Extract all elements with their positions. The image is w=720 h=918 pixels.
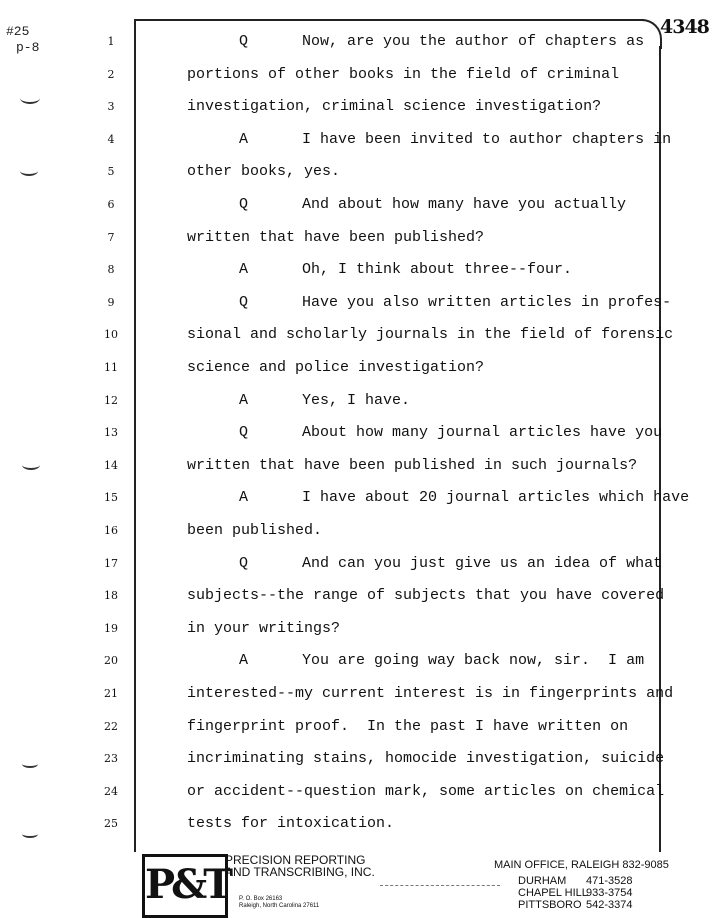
transcript-line [0,128,720,152]
transcript-line [0,323,720,347]
line-text: written that have been published in such journals? [187,456,638,474]
line-text: interested--my current interest is in fingerprints and [187,685,674,702]
line-text: A I have about 20 journal articles which have [239,489,690,507]
office-phone: 471-3528 [586,875,633,887]
line-text: Q And about how many have you actually [239,196,627,213]
transcript-line [0,812,720,836]
line-number: 12 [104,393,118,407]
margin-page-note: p-8 [16,40,40,55]
office-city: DURHAM [518,875,567,887]
margin-batch-note: #25 [6,24,30,39]
transcript-line [0,389,720,413]
transcript-line [0,780,720,804]
top-rule [134,19,644,21]
line-number: 16 [104,524,118,537]
company-name-line1: PRECISION REPORTING [225,853,366,867]
line-text: A You are going way back now, sir. I am [239,652,645,670]
transcript-line [0,356,720,380]
footer-dotted-rule [380,885,500,886]
office-city: CHAPEL HILL [518,887,588,899]
line-number: 4 [107,132,115,146]
line-number: 22 [104,719,118,733]
company-logo: P&T [142,854,228,918]
office-city: PITTSBORO [518,899,582,911]
line-number: 13 [104,426,118,440]
transcript-line [0,63,720,87]
transcript-line [0,486,720,510]
office-phone: 542-3374 [586,899,633,911]
line-number: 25 [104,817,118,831]
line-text: incriminating stains, homocide investigation, suicide [187,750,665,768]
transcript-line [0,226,720,250]
line-text: Q Now, are you the author of chapters as [239,33,645,50]
line-number: 3 [107,100,115,114]
transcript-line [0,291,720,315]
company-address-line1: P. O. Box 26163 [239,896,283,902]
line-number: 6 [107,198,115,211]
line-number: 15 [104,491,118,505]
line-text: investigation, criminal science investigation? [187,98,602,116]
line-number: 18 [104,589,118,603]
line-text: written that have been published? [187,228,485,246]
line-number: 23 [104,752,118,766]
page-number: 4348 [660,16,709,38]
line-number: 21 [104,687,118,700]
line-text: A I have been invited to author chapters in [239,130,672,148]
transcript-line [0,30,720,54]
line-text: A Oh, I think about three--four. [239,261,573,279]
line-number: 19 [104,621,118,635]
transcript-line [0,747,720,771]
line-text: Q About how many journal articles have you [239,424,663,442]
transcript-line [0,421,720,445]
line-text: A Yes, I have. [239,391,411,409]
transcript-line [0,649,720,673]
line-number: 1 [107,35,115,48]
transcript-line [0,160,720,184]
line-text: portions of other books in the field of criminal [187,65,620,83]
line-number: 10 [104,328,118,342]
office-phone: 933-3754 [586,887,633,899]
line-number: 14 [104,458,118,472]
line-number: 11 [104,361,118,374]
line-number: 7 [107,230,115,244]
transcript-line [0,552,720,576]
line-text: tests for intoxication. [187,815,395,833]
transcript-line [0,715,720,739]
transcript-line [0,193,720,217]
line-number: 20 [104,654,118,668]
line-text: Q Have you also written articles in profes- [239,293,672,311]
line-text: science and police investigation? [187,359,485,376]
line-text: other books, yes. [187,163,341,181]
line-number: 8 [107,263,115,277]
line-number: 17 [104,556,118,570]
transcript-line [0,519,720,543]
line-number: 5 [107,165,115,179]
line-text: fingerprint proof. In the past I have written on [187,717,629,735]
company-address-line2: Raleigh, North Carolina 27611 [239,903,320,909]
transcript-line [0,682,720,706]
transcript-line [0,95,720,119]
transcript-line [0,584,720,608]
transcript-line [0,258,720,282]
main-office-contact: MAIN OFFICE, RALEIGH 832-9085 [494,859,669,871]
line-text: subjects--the range of subjects that you have covered [187,587,665,605]
line-text: been published. [187,522,323,539]
page-footer [0,852,720,916]
line-number: 24 [104,784,118,798]
transcript-line [0,617,720,641]
line-text: or accident--question mark, some articles on chemical [187,782,665,800]
company-name-line2: AND TRANSCRIBING, INC. [225,865,375,879]
line-number: 9 [107,295,115,309]
line-number: 2 [107,67,115,81]
transcript-line [0,454,720,478]
line-text: sional and scholarly journals in the field of forensic [187,326,674,344]
line-text: in your writings? [187,619,341,637]
line-text: Q And can you just give us an idea of what [239,554,663,572]
